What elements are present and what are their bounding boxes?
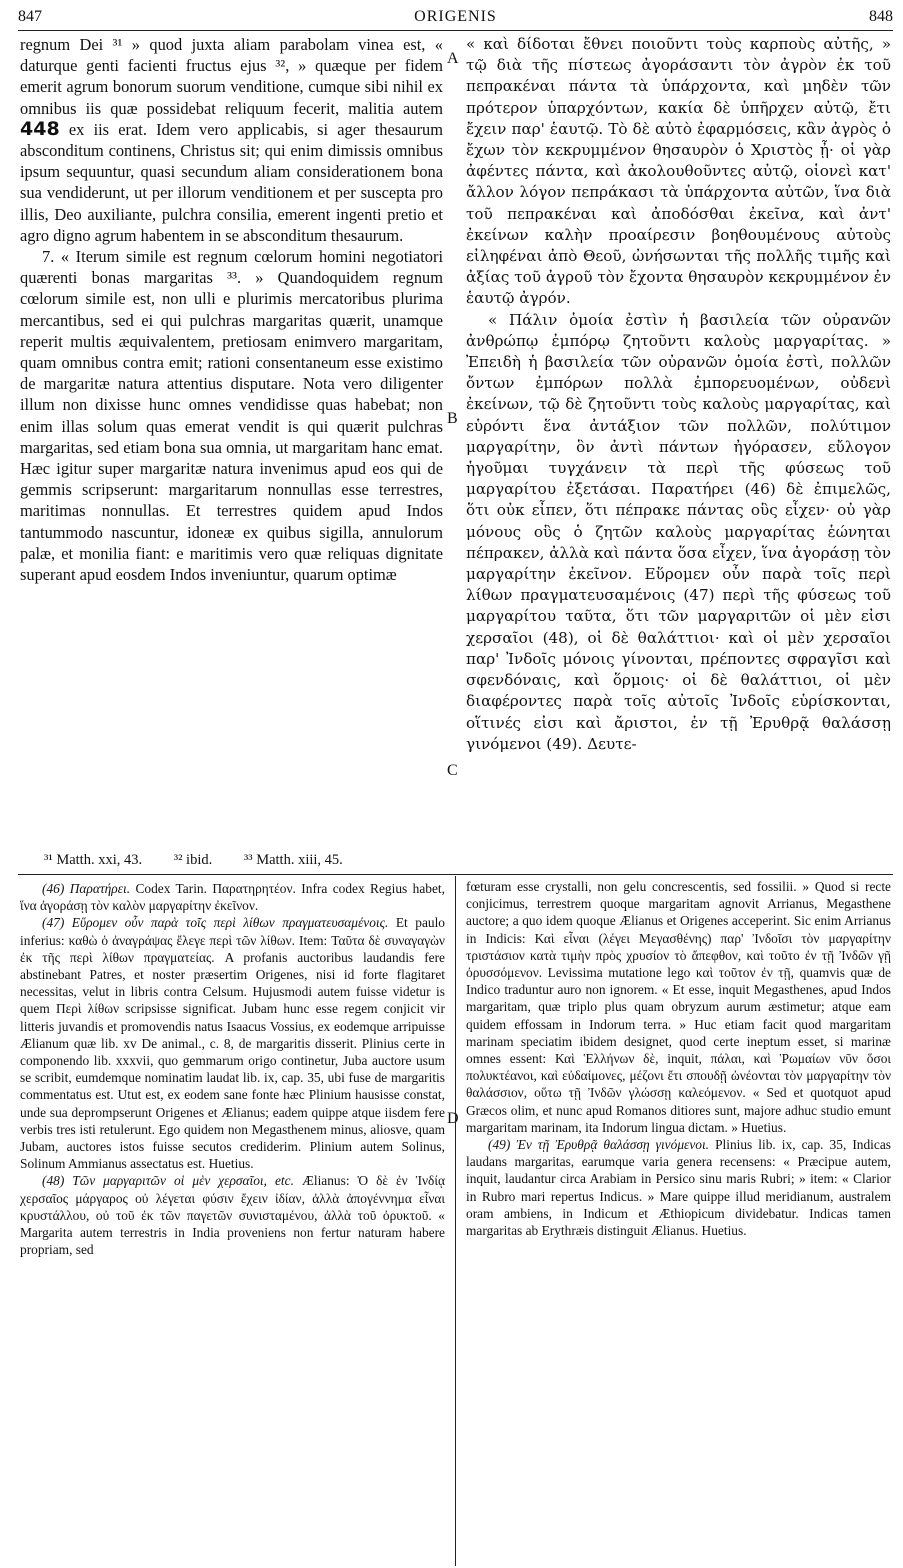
reference-31: ³¹ Matth. xxi, 43. — [44, 852, 143, 868]
notes-right-column — [466, 878, 891, 1239]
latin-paragraph-1 — [20, 34, 443, 246]
folio-number: 448 — [20, 117, 60, 140]
note-49-text: Plinius lib. ix, cap. 35, Indicas laudans margaritas, earumque varia genera recensens: « Præcipue autem, inquit, laudantur circa Arabiam in Persico sinu maris Rubri; » item: « Clarior in Rubro mari repertus Indicus. » Mare quippe illud meridianum, australem oram ambiens, in Indicum et Æthiopicum dividebatur. Indicas tamen margaritas ab Erythræis distinguit Ælianus. Huetius. — [466, 1137, 891, 1239]
margin-marker-d: D — [447, 1110, 459, 1127]
margin-marker-b: B — [447, 410, 458, 427]
notes-left-column — [20, 880, 445, 1258]
latin-paragraph-2: 7. « Iterum simile est regnum cœlorum homini negotiatori quærenti bonas margaritas ³³. » Quandoquidem regnum cœlorum simile est, non ulli e plurimis mercatoribus plurima mercantibus, sed ei qui pulchras margaritas quærit, unamque reperit multis æquivalentem, pretiosam enimvero margaritam, quam omnibus contra emit; rationi consentaneum esse existimo de margaritæ natura attentius disputare. Nota vero diligenter illum non dixisse hunc omnes vendidisse quas habebat; non enim illas solum quas emerat vendit is qui quærit pulchras margaritas, sed etiam bona sua omnia, ut margaritam hanc emat. Hæc igitur super margaritæ natura invenimus apud eos qui de gemmis scripserunt: margaritarum nonnullas esse terrestres, maritimas nonnullas. Et terrestres quidem apud Indos tantummodo nascuntur, idoneæ ex quibus sigilla, annulorum palæ, et monilia fiant: e maritimis vero quæ reliquas dignitate superant apud eosdem Indos inveniuntur, quarum optimæ — [20, 247, 443, 585]
margin-marker-c: C — [447, 762, 458, 779]
note-48-lemma: (48) Τῶν μαργαριτῶν οἱ μὲν χερσαῖοι, etc. — [42, 1173, 294, 1189]
running-header — [18, 8, 893, 30]
note-47-text: Et paulo inferius: καθὼ ὁ ἀναγράψας ἔλεγε περὶ τῶν λίθων. Item: Ταῦτα δὲ συναγαγὼν ἐκ τῆς περὶ λίθων πραγματείας. A profanis auctoribus laudandis fere abstinebant Patres, et noster præsertim Origenes, nisi id forte flagitaret necessitas, velut in libris contra Celsum. Hujusmodi autem fuisse videtur is quem Περὶ λίθων scripsisse significat. Jubam hunc esse regem conjicit vir litteris juvandis et promovendis natus Isaacus Vossius, ex eodemque arripuisse Ælianum quæ lib. xv De animal., c. 8, de margaritis disserit. Plinius certe in componendo lib. xxxvii, quo gemmarum origo continetur, Juba auctore usum se scribit, eumdemque nominatim laudat lib. ix, cap. 35, ubi fuse de margaritis commentatus est. Utut est, ex eodem sane fonte hæc Plinium hausisse constat, unde sua deprompserunt Origenes et Ælianus; eadem quippe atque iisdem fere verbis tres isti retulerunt. Ego quidem non Megasthenem minus, aliosve, quam Jubam, auctores istos fuisse secutos crediderim. Plinium autem Solinus, Solinum Ammianus assectatus est. Huetius. — [20, 915, 445, 1172]
note-48-text: Ælianus: Ὁ δὲ ἐν Ἰνδίᾳ χερσαῖος μάργαρος οὐ λέγεται φύσιν ἔχειν ἰδίαν, ἀλλὰ ἀπογέννημα εἶναι κρυστάλλου, οὐ τοῦ ἐκ τῶν παγετῶν συνισταμένου, ἀλλὰ τοῦ ὀρυκτοῦ. « Margarita autem terrestris in India proveniens non fertur naturam habere propriam, sed — [20, 1173, 445, 1258]
margin-marker-a: A — [447, 50, 459, 67]
reference-33: ³³ Matth. xiii, 45. — [243, 852, 343, 868]
reference-32: ³² ibid. — [173, 852, 213, 868]
note-46 — [20, 880, 445, 914]
greek-column — [466, 34, 891, 755]
header-rule — [18, 30, 893, 31]
latin-column — [20, 34, 443, 585]
note-47 — [20, 914, 445, 1172]
note-46-text: Codex Tarin. Παρατηρητέον. Infra codex Regius habet, ἵνα ἀγοράσῃ τὸν καλὸν μαργαρίτην ἐκεῖνον. — [20, 881, 445, 914]
note-47-lemma: (47) Εὕρομεν οὖν παρὰ τοῖς περὶ λίθων πραγματευσαμένοις. — [42, 915, 389, 931]
latin-p1-text-b: ex iis erat. Idem vero applicabis, si ager thesaurum absconditum continens, Christus sit; qui enim dimissis omnibus ipsum sequuntur, quasi secundum aliam considerationem bona sua vendiderunt, ut per illorum venditionem et per suscepta pro illis, Deo auxiliante, pulchra consilia, emerent ingenti pretio et agro digno agrum habentem in se absconditum thesaurum. — [20, 119, 443, 245]
running-title: ORIGENIS — [414, 8, 497, 25]
greek-paragraph-2: « Πάλιν ὁμοία ἐστὶν ἡ βασιλεία τῶν οὐρανῶν ἀνθρώπῳ ἐμπόρῳ ζητοῦντι καλοὺς μαργαρίτας. » Ἐπειδὴ ἡ βασιλεία τῶν οὐρανῶν ὁμοία ἐστὶ, πολλῶν ὄντων ἐμπόρων πολλὰ ἐμπορευομένων, οὐδενὶ ἐκείνων, τῷ δὲ ζητοῦντι τοὺς καλοὺς μαργαρίτας, καὶ εὑρόντι ἕνα ἀντάξιον τῶν πολλῶν, πολύτιμον μαργαρίτην, ὃν ἀντὶ πάντων ἠγόρασεν, εὔλογον ἡγοῦμαι τυγχάνειν τὰ περὶ τῆς φύσεως τοῦ μαργαρίτου ἐξετάσαι. Παρατήρει (46) δὲ ἐπιμελῶς, ὅτι οὐκ εἶπεν, ὅτι πέπρακε πάντας οὓς εἶχεν· οὐ γὰρ μόνους οὓς ὁ ζητῶν καλοὺς μαργαρίτας ἑώνηται πέπρακεν, ἀλλὰ καὶ πάντα ὅσα εἶχεν, ἵνα ἀγοράσῃ τὸν μαργαρίτην ἐκεῖνον. Εὕρομεν οὖν παρὰ τοῖς περὶ λίθων πραγματευσαμένοις (47) περὶ τῆς φύσεως τοῦ μαργαρίτου ταῦτα, ὅτι τῶν μαργαριτῶν οἱ μὲν εἰσι χερσαῖοι (48), οἱ δὲ θαλάττιοι· καὶ οἱ μὲν χερσαῖοι παρ' Ἰνδοῖς μόνοις γίνονται, πρέποντες σφραγῖσι καὶ σφενδόναις, καὶ ὅρμοις· οἱ δὲ θαλάττιοι, οἱ μὲν διαφέροντες παρὰ τοῖς αὐτοῖς Ἰνδοῖς εὑρίσκονται, οἵτινές εἰσι καὶ ἄριστοι, ἐν τῇ Ἐρυθρᾷ θαλάσσῃ γινόμενοι (49). Δευτε- — [466, 310, 891, 753]
greek-paragraph-1: « καὶ δίδοται ἔθνει ποιοῦντι τοὺς καρποὺς αὐτῆς, » τῷ διὰ τῆς πίστεως ἀγοράσαντι τὸν ἀγρὸν ἐκ τοῦ πεπρακέναι πάντα τὰ ὑπάρχοντα, καὶ μηδὲν τῶν πρότερον ὑπαρχόντων, κακία δὲ ὑπῆρχεν αὐτῷ, ἔτι ἔχειν παρ' ἑαυτῷ. Τὸ δὲ αὐτὸ ἐφαρμόσεις, κἂν ἀγρὸς ὁ ἔχων τὸν κεκρυμμένον θησαυρὸν ὁ Χριστὸς ᾖ· οἱ γὰρ ἀφέντες πάντα, καὶ ἀκολουθοῦντες αὐτῷ, οἱονεὶ κατ' ἄλλον λόγον πεπράκασι τὰ ὑπάρχοντα αὐτῶν, ἵνα διὰ τοῦ πεπρακέναι καὶ ἀποδόσθαι ἐκεῖνα, καὶ ἀντ' ἐκείνων καλὴν προαίρεσιν βοηθουμένους αὐτοὺς εἰληφέναι ἀπὸ Θεοῦ, ὠνήσωνται τῆς πολλῆς τιμῆς καὶ ἀξίας τοῦ ἀγροῦ τὸν ἔχοντα θησαυρὸν κεκρυμμένον ἐν ἑαυτῷ ἀγρόν. — [466, 35, 891, 308]
footnote-column-divider — [455, 876, 456, 1566]
note-49-lemma: (49) Ἐν τῇ Ἐρυθρᾷ θαλάσσῃ γινόμενοι. — [488, 1137, 710, 1153]
scripture-references — [44, 852, 444, 869]
note-49 — [466, 1136, 891, 1239]
footnote-rule — [18, 874, 893, 875]
note-48 — [20, 1172, 445, 1258]
note-46-lemma: (46) Παρατήρει. — [42, 881, 131, 896]
latin-p1-text-a: regnum Dei ³¹ » quod juxta aliam parabolam vinea est, « daturque genti facienti fructus ejus ³², » quæque per fidem emerit agrum bonorum suorum venditione, cumque sibi nihil ex omnibus iis quæ possidebat reliquum fecerit, malitia autem — [20, 35, 443, 118]
right-page-number: 848 — [869, 8, 893, 25]
note-48-continuation: fœturam esse crystalli, non gelu concrescentis, sed fossilii. » Quod si recte conjicimus, terrestrem quoque margaritam agnovit Arrianus, Megasthene auctore; a quo idem quoque Ælianus et Origenes acceperint. Sic enim Arrianus in Indicis: Καὶ εἶναι (λέγει Μεγασθένης) παρ' Ἰνδοῖσι τὸν μαργαρίτην τριστάσιον κατὰ τιμὴν πρὸς χρυσίον τὸ ἄπεφθον, καὶ τοῦτο ἐν τῇ Ἰνδῶν γῇ ὀρυσσόμενον. Levissima mutatione lego καὶ τοῦτον ἐν τῇ, quamvis quæ de Indico traduntur auro non ignorem. « Et esse, inquit Megasthenes, apud Indos margaritam, quæ triplo plus quam obryzum aurum æstimetur; atque eam quidem effossam in Indorum terra. » Huc etiam facit quod margaritam marinam speciatim ibidem designet, quod certe ineptum esset, si marinæ omnes essent: Καὶ Ἑλλήνων δὲ, inquit, πάλαι, καὶ Ῥωμαίων νῦν ὅσοι πολυκτέανοι, καὶ εὐδαίμονες, μέζονι ἔτι σπουδῇ ὠνέονται τὸν μαργαρίτην τὸν θαλάσσιον, οὕτω τῇ Ἰνδῶν γλώσσῃ καλεόμενον. « Sed et quotquot apud Græcos olim, et nunc apud Romanos ditiores sunt, majore adhuc studio emunt margaritam marinam, ita Indorum lingua dictam. » Huetius. — [466, 879, 891, 1135]
left-page-number: 847 — [18, 8, 42, 25]
